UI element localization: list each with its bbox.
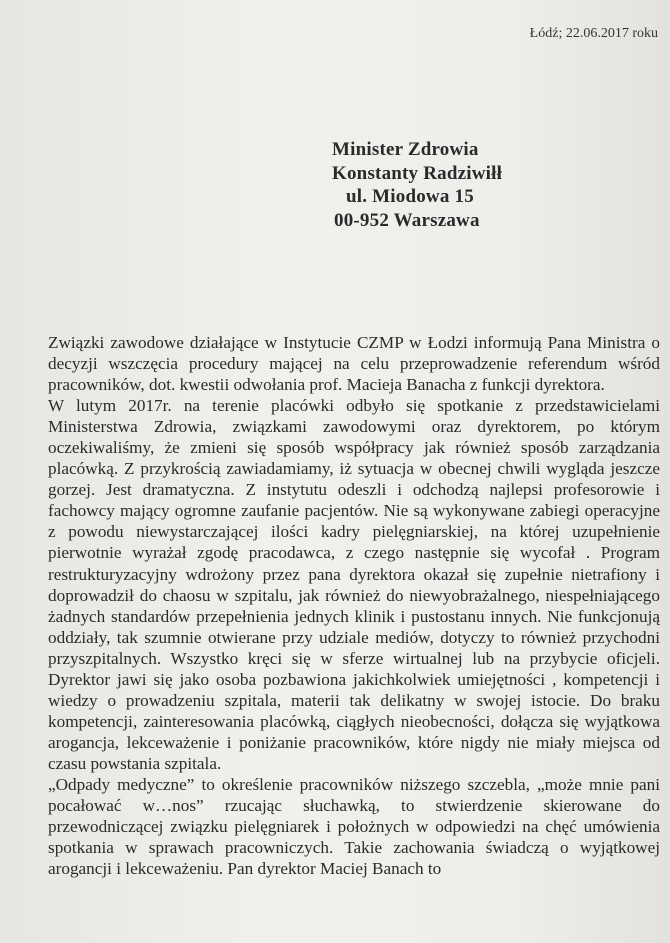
letter-date: Łódź; 22.06.2017 roku xyxy=(529,26,658,41)
letter-paragraph-3: „Odpady medyczne” to określenie pracowników niższego szczebla, „może mnie pani pocałować w…nos” rzucając słuchawką, to stwierdzenie skierowane do przewodniczącej związku pielęgniarek i położnych w odpowiedzi na chęć umówienia spotkania w sprawach pracowniczych. Takie zachowania świadczą o wyjątkowej arogancji i lekceważeniu. Pan dyrektor Maciej Banach to xyxy=(48,774,660,879)
letter-paragraph-1: Związki zawodowe działające w Instytucie CZMP w Łodzi informują Pana Ministra o decyzji wszczęcia procedury mającej na celu przeprowadzenie referendum wśród pracowników, dot. kwestii odwołania prof. Macieja Banacha z funkcji dyrektora. xyxy=(48,333,660,395)
letter-paragraph-2: W lutym 2017r. na terenie placówki odbyło się spotkanie z przedstawicielami Ministerstwa Zdrowia, związkami zawodowymi oraz dyrektorem, po którym oczekiwaliśmy, że zmieni się sposób współpracy jak również sposób zarządzania placówką. Z przykrością zawiadamiamy, iż sytuacja w obecnej chwili wygląda jeszcze gorzej. Jest dramatyczna. Z instytutu odeszli i odchodzą najlepsi profesorowie i fachowcy mający ogromne zaufanie pacjentów. Nie są wykonywane zabiegi operacyjne z powodu niewystarczającej ilości kadry pielęgniarskiej, na której uzupełnienie pierwotnie wyrażał zgodę pracodawca, z czego następnie się wycofał . Program restrukturyzacyjny wdrożony przez pana dyrektora okazał się zupełnie nietrafiony i doprowadził do chaosu w szpitalu, jak również do niewyobrażalnego, niespełniającego żadnych standardów przepełnienia jednych klinik i pustostanu innych. Nie funkcjonują oddziały, tak szumnie otwierane przy udziale mediów, dotyczy to również przychodni przyszpitalnych. Wszystko kręci się w sferze wirtualnej lub na przybycie oficjeli. Dyrektor jawi się jako osoba pozbawiona jakichkolwiek umiejętności , kompetencji i wiedzy o prowadzeniu szpitala, materii tak delikatny w swojej istocie. Do braku kompetencji, zainteresowania placówką, ciągłych nieobecności, dołącza się wyjątkowa arogancja, lekceważenie i poniżanie pracowników, które nigdy nie miały miejsca od czasu powstania szpitala. xyxy=(48,396,660,773)
recipient-address: ul. Miodowa 15 xyxy=(346,186,474,207)
recipient-title: Minister Zdrowia xyxy=(332,139,479,160)
letter-body xyxy=(48,332,660,879)
recipient-block xyxy=(332,138,502,232)
recipient-city: 00-952 Warszawa xyxy=(334,209,480,231)
recipient-name: Konstanty Radziwiłł xyxy=(332,162,503,184)
